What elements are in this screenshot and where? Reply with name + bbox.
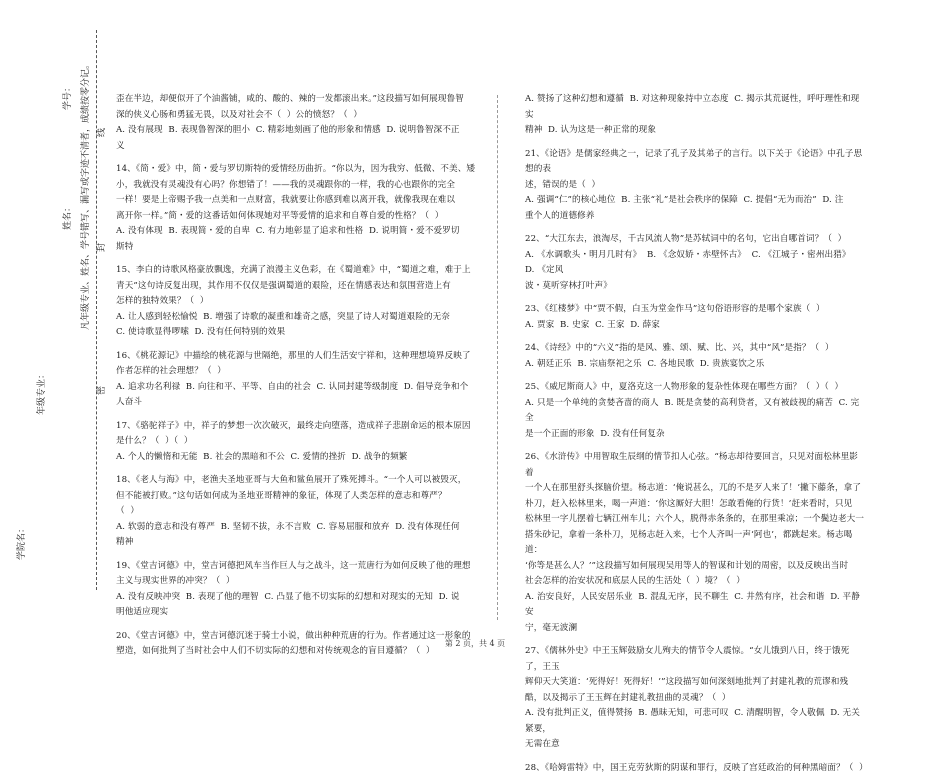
question-line: 人奋斗 <box>116 397 143 407</box>
question-line: 搭朱砂记，拿着一条朴刀，见杨志赶入来，七个人齐叫一声‘阿也’，都跳起来。杨志喝道： <box>525 529 853 555</box>
question-line: 但不能被打败。”这句话如何成为圣地亚哥精神的象征，体现了人类怎样的意志和尊严？ <box>116 490 447 501</box>
question-line: 28、《哈姆雷特》中，国王克劳狄斯的阴谋和罪行，反映了宫廷政治的何种黑暗面？（ ） <box>525 762 868 773</box>
question-line: 深的侠义心肠和勇猛无畏，以及对社会不（ ）公的愤怒？（ ） <box>116 109 363 120</box>
question-line: 歪在半边，却便似开了个油酱铺，咸的、酸的、辣的一发都滚出来。”这段描写如何展现鲁智 <box>116 94 464 104</box>
question-line: 21、《论语》是儒家经典之一，记录了孔子及其弟子的言行。以下关于《论语》中孔子思想的表 <box>525 148 863 174</box>
question-q20_tail <box>525 92 865 139</box>
question-line: A. 治安良好，人民安居乐业 B. 混乱无序，民不聊生 C. 井然有序，社会和谐 D. 平静安 <box>525 591 860 617</box>
question-line: 述，错误的是（ ） <box>525 179 601 190</box>
question-line: 是一个正面的形象 D. 没有任何复杂 <box>525 428 665 439</box>
question-line: A. 软弱的意志和没有尊严 B. 坚韧不拔，永不言败 C. 容易屈服和放弃 D. 没有体现任何 <box>116 521 460 532</box>
question-line: 无需在意 <box>525 739 560 749</box>
question-line: 辉仰天大笑道：‘死得好！死得好！’”这段描写如何深刻地批判了封建礼教的荒谬和残 <box>525 677 849 687</box>
seal-feng: 封 <box>97 242 107 252</box>
question-line: 主义与现实世界的冲突？（ ） <box>116 576 235 586</box>
question-line: 小，我就没有灵魂没有心吗？你想错了！——我的灵魂跟你的一样，我的心也跟你的完全 <box>116 179 456 190</box>
question-line: 精神 D. 认为这是一种正常的现象 <box>525 125 657 135</box>
question-q17 <box>116 419 496 466</box>
question-line: 青天”这句诗反复出现，其作用不仅仅是强调蜀道的艰险，还在情感表达和氛围营造上有 <box>116 280 451 291</box>
question-line: 一个人在那里舒头探脑价望。杨志道：‘俺说甚么，兀的不是歹人来了！’撇下藤条，拿了 <box>525 483 862 493</box>
question-line: 酷，以及揭示了王玉辉在封建礼教扭曲的灵魂？（ ） <box>525 692 731 703</box>
question-line: C. 使诗歌显得啰嗦 D. 没有任何特别的效果 <box>116 327 286 337</box>
question-line: 怎样的独特效果？（ ） <box>116 296 209 306</box>
name-label: 姓名： <box>63 202 73 230</box>
question-q13_tail <box>116 92 496 154</box>
question-line: A. 没有展现 B. 表现鲁智深的胆小 C. 精彩地刻画了他的形象和情感 D. 说明鲁智深不正 <box>116 125 460 135</box>
left-column <box>116 92 496 668</box>
column-divider <box>497 95 498 620</box>
binding-margin <box>0 0 107 672</box>
question-q24 <box>525 341 865 372</box>
question-line: 18、《老人与海》中，老渔夫圣地亚哥与大鱼和鲨鱼展开了殊死搏斗。“一个人可以被毁灭， <box>116 475 467 485</box>
right-column <box>525 92 868 784</box>
question-line: 26、《水浒传》中用智取生辰纲的情节扣人心弦。“杨志却待要回言，只见对面松林里影着 <box>525 452 858 478</box>
question-q21 <box>525 147 865 225</box>
question-line: 波・莫听穿林打叶声》 <box>525 280 612 291</box>
question-line: 义 <box>116 140 125 151</box>
question-line: 22、“大江东去，浪淘尽，千古风流人物”是苏轼词中的名句，它出自哪首词？（ ） <box>525 234 847 244</box>
question-line: 19、《堂吉诃德》中，堂吉诃德把风车当作巨人与之战斗，这一荒唐行为如何反映了他的理想 <box>116 560 471 571</box>
question-line: 精神 <box>116 537 134 547</box>
question-line: A. 强调“仁”的核心地位 B. 主张“礼”是社会秩序的保障 C. 提倡“无为而治” D. 注 <box>525 195 844 205</box>
question-line: A. 让人感到轻松愉悦 B. 增强了诗歌的凝重和雄奇之感，突显了诗人对蜀道艰险的无奈 <box>116 311 450 322</box>
question-q15 <box>116 263 496 341</box>
question-line: 松林里一字儿摆着七辆江州车儿；六个人，脱得赤条条的，在那里乘凉；一个鬓边老大一 <box>525 514 865 524</box>
notice-text: 凡年级专业、姓名、学号错写、漏写或字迹不清者，成绩按零分记。 <box>81 59 91 330</box>
question-line: A. 赞扬了这种幻想和遵循 B. 对这种现象持中立态度 C. 揭示其荒诞性，呼吁理性和现实 <box>525 94 860 120</box>
question-line: 重个人的道德修养 <box>525 210 595 221</box>
question-line: （ ） <box>116 506 140 516</box>
question-line: 16、《桃花源记》中描绘的桃花源与世隔绝，那里的人们生活安宁祥和，这种理想境界反映了 <box>116 350 471 361</box>
question-line: A. 个人的懒惰和无能 B. 社会的黑暗和不公 C. 爱情的挫折 D. 战争的频繁 <box>116 451 408 462</box>
school-label: 学院名： <box>17 523 27 560</box>
question-line: 斯特 <box>116 241 134 252</box>
question-q27 <box>525 644 865 753</box>
question-line: 24、《诗经》中的“六义”指的是风、雅、颂、赋、比、兴，其中“风”是指？（ ） <box>525 343 834 353</box>
seal-xian: 线 <box>97 127 107 137</box>
student-id-label: 学号： <box>63 82 73 110</box>
question-line: 宁，毫无波澜 <box>525 622 578 633</box>
question-q23 <box>525 302 865 333</box>
question-line: 朴刀，赶入松林里来，喝一声道：‘你这厮好大胆！怎敢看俺的行货！’赶来看时，只见 <box>525 498 853 509</box>
question-line: 社会怎样的治安状况和底层人民的生活处（ ）境？（ ） <box>525 576 745 586</box>
question-line: 一样！要是上帝赐予我一点美和一点财富，我就要让你感到难以离开我，就像我现在难以 <box>116 195 456 205</box>
question-q19 <box>116 559 496 621</box>
question-q28 <box>525 761 868 777</box>
question-line: 17、《骆驼祥子》中，祥子的梦想一次次破灭，最终走向堕落，造成祥子悲剧命运的根本原因 <box>116 420 471 431</box>
question-q16 <box>116 349 496 411</box>
page-footer: 第 2 页，共 4 页 <box>444 639 506 648</box>
question-q25 <box>525 380 865 442</box>
question-q22 <box>525 232 865 294</box>
question-line: 20、《堂吉诃德》中，堂吉诃德沉迷于骑士小说，做出种种荒唐的行为。作者通过这一形象的 <box>116 630 471 641</box>
seal-mi: 密 <box>97 385 107 395</box>
question-line: A. 没有体现 B. 表现简・爱的自卑 C. 有力地彰显了追求和性格 D. 说明简・爱不爱罗切 <box>116 226 460 236</box>
question-q14 <box>116 162 496 255</box>
question-line: A. 只是一个单纯的贪婪吝啬的商人 B. 既是贪婪的高利贷者，又有被歧视的痛苦 C. 完全 <box>525 397 860 423</box>
question-line: A. 《水调歌头・明月几时有》 B. 《念奴娇・赤壁怀古》 C. 《江城子・密州出猎》 D. 《定风 <box>525 249 857 275</box>
question-line: 14、《简・爱》中，简・爱与罗切斯特的爱情经历曲折。“你以为，因为我穷、低微、不美、矮 <box>116 164 476 174</box>
question-line: A. 没有反映冲突 B. 表现了他的理智 C. 凸显了他不切实际的幻想和对现实的无知 D. 说 <box>116 591 460 602</box>
question-line: 27、《儒林外史》中王玉辉鼓励女儿殉夫的情节令人震惊。“女儿饿到八日，终于饿死了，王玉 <box>525 646 850 672</box>
question-line: 15、李白的诗歌风格豪放飘逸，充满了浪漫主义色彩，在《蜀道难》中，“蜀道之难，难于上 <box>116 265 471 275</box>
question-line: 23、《红楼梦》中“贾不假，白玉为堂金作马”这句俗语形容的是哪个家族（ ） <box>525 304 825 314</box>
question-line: 25、《威尼斯商人》中，夏洛克这一人物形象的复杂性体现在哪些方面？（ ）（ ） <box>525 382 844 392</box>
question-line: 明他适应现实 <box>116 607 169 617</box>
question-q18 <box>116 473 496 551</box>
question-line: A. 没有批判正义，值得赞扬 B. 愚昧无知，可悲可叹 C. 清醒明智，令人敬佩 D. 无关紧要， <box>525 708 860 734</box>
class-label: 年级专业： <box>37 369 47 415</box>
question-line: A. 贾家 B. 史家 C. 王家 D. 薛家 <box>525 319 660 330</box>
question-line: ‘你等是甚么人？’”这段描写如何展现吴用等人的智谋和计划的周密，以及反映出当时 <box>525 560 849 571</box>
question-line: 是什么？（ ）（ ） <box>116 436 193 446</box>
question-line: 作者怎样的社会理想？（ ） <box>116 366 226 376</box>
question-line: 塑造，如何批判了当时社会中人们不切实际的幻想和对传统观念的盲目遵循？（ ） <box>116 646 435 656</box>
question-line: A. 追求功名利禄 B. 向往和平、平等、自由的社会 C. 认同封建等级制度 D. 倡导竞争和个 <box>116 381 469 392</box>
binding-line <box>96 30 97 590</box>
question-q26 <box>525 450 865 636</box>
question-line: A. 朝廷正乐 B. 宗庙祭祀之乐 C. 各地民歌 D. 贵族宴饮之乐 <box>525 358 765 369</box>
question-line: 离开你一样。”简・爱的这番话如何体现她对平等爱情的追求和自尊自爱的性格？（ ） <box>116 210 444 221</box>
